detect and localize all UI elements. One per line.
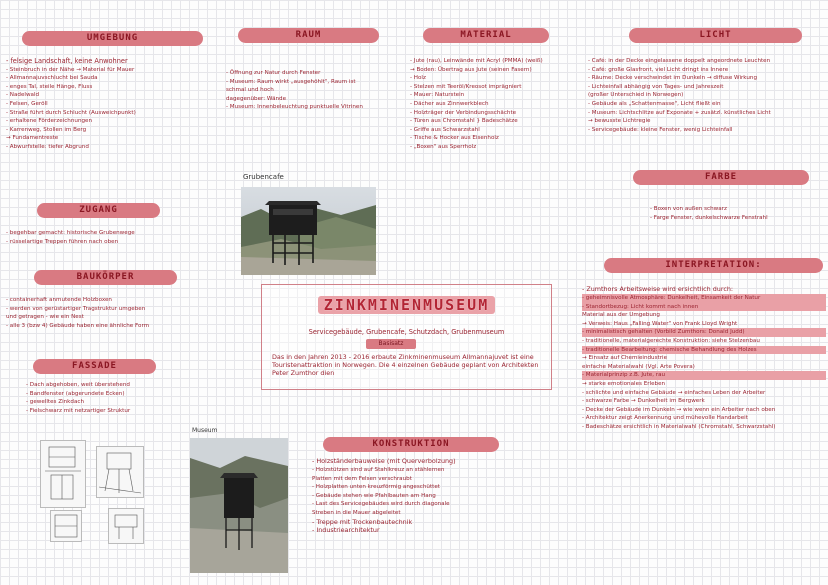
list-item: → Verweis: Haus „Falling Water" von Frank Lloyd Wright [582,320,738,327]
list-item: einfache Materialwahl (Vgl. Arte Povera) [582,363,695,370]
floorplan-sketch-1 [40,440,86,508]
list-item: → Boden: Übertrag aus Jute (seinen Fasern) [410,66,532,73]
list-item: - Industriearchitektur [312,526,380,535]
list-item: - Materialprinzip z.B. Jute, rau [582,371,826,380]
list-item: - Holzträger der Verbindungsschächte [410,109,517,116]
list-item: - Stelzen mit Teeröl/Kreosot imprägniert [410,83,522,90]
list-item: - Holz [410,75,426,82]
list-item: - Boxen von außen schwarz [650,206,727,212]
section-farbe [650,205,825,222]
list-item: - Straße führt durch Schlucht (Ausweichpunkt) [6,109,136,116]
section-sketch [96,446,144,498]
list-item: - Last des Servicegebäudes wird durch diagonale [312,501,450,508]
list-item: - Gebäude als „Schattenmasse", Licht fließt ein [588,100,721,107]
list-item: - Standortbezug: Licht kommt nach innen [582,303,826,312]
list-item: - Öffnung zur Natur durch Fenster [226,70,321,76]
museum-photo [190,438,288,573]
list-item: - begehbar gemacht: historische Grubenwege [6,230,135,236]
list-item: - Karrenweg, Stollen im Berg [6,126,87,133]
title-box [261,284,552,390]
list-item: - Türen aus Chromstahl } Badeschätze [410,118,518,125]
list-item: - Museum: Innenbeleuchtung punktuelle Vitrinen [226,104,363,111]
list-item: - Holzständerbauweise (mit Querverbolzung) [312,457,456,465]
header-raum: RAUM [238,28,379,43]
list-item: - Servicegebäude: kleine Fenster, wenig Lichteinfall [588,126,733,133]
list-item: - Mauer: Naturstein [410,92,465,99]
header-interpretation: INTERPRETATION: [604,258,823,273]
section-drawing [97,447,143,497]
list-item: Material aus der Umgebung [582,312,660,319]
list-item: - traditionelle Bearbeitung: chemische Behandlung des Holzes [582,346,826,355]
list-item: - Griffe aus Schwarzstahl [410,126,480,133]
section-raum [226,69,406,112]
floorplan-drawing [41,441,85,507]
list-item: - Museum: Lichtschlitze auf Exponate + zusätzl. künstliches Licht [588,109,771,116]
header-umgebung: UMGEBUNG [22,31,203,46]
list-item: - Bandfenster (abgerundete Ecken) [26,390,125,397]
list-item: - erhaltene Förderzeichnungen [6,118,93,125]
subtitle: Servicegebäude, Grubencafe, Schutzdach, Grubenmuseum [308,328,505,336]
floorplan-sketch-2 [50,510,82,542]
list-item: - Nadelwald [6,92,40,99]
grubencafe-image [241,187,376,275]
list-item: - Holzstützen sind auf Stahlkreuz an stählernen [312,467,445,473]
header-fassade: FASSADE [33,359,156,374]
header-farbe: FARBE [633,170,809,185]
list-item: - Räume: Decke verschwindet im Dunkeln → diffuse Wirkung [588,75,758,82]
list-item: - geheimnisvolle Atmosphäre: Dunkelheit, Einsamkeit der Natur [582,294,826,303]
list-item: - Tische & Hocker aus Eisenholz [410,135,499,142]
grubencafe-caption: Grubencafe [243,173,284,181]
list-item: - Café: in der Decke eingelassene doppelt angeordnete Leuchten [588,58,771,64]
list-item: Platten mit dem Felsen verschraubt [312,475,412,482]
description: Das in den Jahren 2013 - 2016 erbaute Zinkminenmuseum Allmannajuvet ist eine Touristenattraktion in Norwegen. Die 4 einzelnen Gebäude geplant von Architekten Peter Zumthor dien [272,353,539,378]
list-item: (großer Unterschied in Norwegen) [588,92,684,99]
section-konstruktion [312,456,552,535]
list-item: → Fundamentreste [6,135,59,142]
list-item: - gewelltes Zinkdach [26,399,85,406]
page-title: ZINKMINENMUSEUM [318,296,495,314]
list-item: - alle 3 (bzw 4) Gebäude haben eine ähnliche Form [6,322,150,329]
list-item: - felsige Landschaft, keine Anwohner [6,57,128,65]
list-item: und getragen - wie ein Nest [6,314,84,321]
museum-image [190,438,288,573]
list-item: - schlichte und einfache Gebäude → einfaches Leben der Arbeiter [582,389,766,396]
list-item: - Museum: Raum wirkt „ausgehöhlt", Raum ist [226,78,356,85]
list-item: - Dach abgehoben, weit überstehend [26,382,130,388]
elevation-sketch [108,508,144,544]
museum-caption: Museum [192,427,218,434]
elevation-drawing [109,509,143,543]
list-item: - Fielschwarz mit netzartiger Struktur [26,407,131,414]
list-item: - „Boxen" aus Sperrholz [410,143,477,150]
header-material: MATERIAL [423,28,549,43]
list-item: - Decke der Gebäude im Dunkeln → wie wenn ein Arbeiter nach oben [582,406,776,413]
list-item: - rüsselartige Treppen führen nach oben [6,238,119,245]
list-item: - Gebäude stehen wie Pfahlbauten am Hang [312,492,436,499]
list-item: - minimalistisch gehalten (Vorbild Zumthors: Donald Judd) [582,328,826,337]
list-item: - enges Tal, steile Hänge, Fluss [6,83,93,90]
list-item: - Lichteinfall abhängig von Tages- und Jahreszeit [588,83,724,90]
section-umgebung [6,57,216,152]
list-item: - containerhaft anmutende Holzboxen [6,297,112,303]
list-item: - werden von gerüstartiger Tragstruktur umgeben [6,305,146,312]
list-item: - Architektur zeigt Anerkennung und mühevolle Handarbeit [582,415,748,422]
list-item: → Einsatz auf Chemieindustrie [582,355,668,362]
header-konstruktion: KONSTRUKTION [323,437,499,452]
list-item: → starke emotionales Erleben [582,380,666,387]
list-item: - Farge Fenster, dunkelschwarze Fenstrahl [650,214,768,221]
basisatz-badge: Basisatz [366,339,416,349]
list-item: - Jute (rau), Leinwände mit Acryl (PMMA) (weiß) [410,58,543,64]
list-item: - Abwurfstelle: tiefer Abgrund [6,143,89,150]
list-item: - Holzplatten unten kreuzförmig angeschüttet [312,484,440,491]
list-item: → bewusste Lichtregie [588,118,651,125]
section-interpretation [582,284,826,432]
grubencafe-photo [241,187,376,275]
list-item: - Dächer aus Zinnwerkblech [410,100,489,107]
list-item: - Zumthors Arbeitsweise wird ersichtlich durch: [582,285,734,293]
section-licht [588,57,824,134]
section-baukoerper [6,296,221,330]
list-item: schmal und hoch [226,87,274,94]
list-item: - Felsen, Geröll [6,100,48,107]
header-licht: LICHT [629,28,802,43]
header-baukoerper: BAUKÖRPER [34,270,177,285]
list-item: - Badeschätze ersichtlich in Materialwahl (Chromstahl, Schwarzstahl) [582,423,776,430]
section-fassade [26,381,216,415]
list-item: - Steinbruch in der Nähe → Material für Mauer [6,66,135,73]
list-item: dagegenüber: Wände [226,95,287,102]
list-item: Streben in die Mauer abgeleitet [312,509,401,516]
section-material [410,57,580,152]
list-item: - Café: große Glasfront, viel Licht dringt ins Innere [588,66,729,73]
list-item: - traditionelle, materialgerechte Konstruktion: siehe Stelzenbau [582,337,760,344]
list-item: - schwarze Farbe → Dunkelheit im Bergwerk [582,398,705,405]
list-item: - Allmannajuvschlucht bei Sauda [6,75,98,82]
floorplan-drawing-small [51,511,81,541]
list-item: - Treppe mit Trockenbautechnik [312,517,413,526]
section-zugang [6,229,216,246]
header-zugang: ZUGANG [37,203,160,218]
